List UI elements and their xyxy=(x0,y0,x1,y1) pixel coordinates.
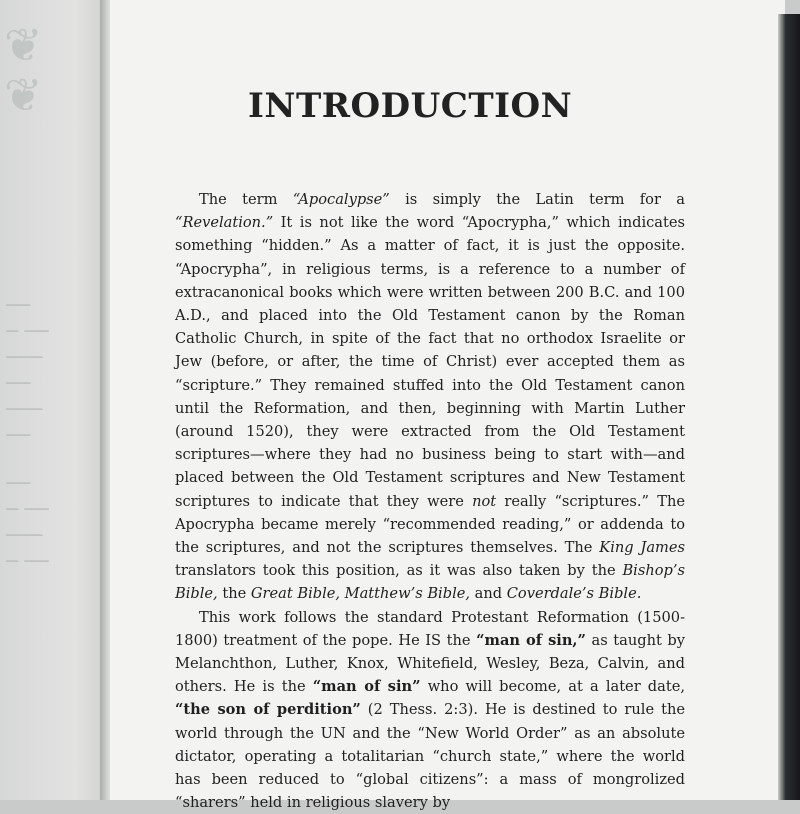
text-run: translators took this position, as it was also taken by the xyxy=(175,562,623,580)
bleed-through-text-lower: ── ─ ── ─── ─ ── xyxy=(6,471,49,573)
text-run: who will become, at a later date, xyxy=(420,678,685,696)
italic-text: Bishop’s Bible, xyxy=(175,562,685,603)
italic-text: not xyxy=(472,492,497,510)
italic-text: Great Bible, Matthew’s Bible, xyxy=(250,585,471,603)
paragraph xyxy=(175,188,685,606)
page-title: INTRODUCTION xyxy=(248,86,573,126)
book-cover-edge xyxy=(778,14,800,800)
paragraph xyxy=(175,606,685,814)
text-run: The term xyxy=(199,191,293,208)
introduction-body xyxy=(175,188,685,814)
italic-text: Coverdale’s Bible. xyxy=(506,585,642,603)
text-run: really “scriptures.” The Apocrypha became merely “recommended reading,” or addenda to the scriptures, and not the scriptures themselves. The xyxy=(175,492,685,557)
bold-text: “the son of perdition” xyxy=(175,701,361,719)
italic-text: “Apocalypse” xyxy=(292,191,390,208)
bold-text: “man of sin,” xyxy=(476,631,586,649)
bleed-through-text: ── ─ ── ─── ── ─── ── xyxy=(6,293,49,447)
text-run: It is not like the word “Apocrypha,” which indicates something “hidden.” As a matter of fact, it is just the opposite. “Apocrypha”, in religious terms, is a reference to a number of extracanonical books which were written between 200 B.C. and 100 A.D., and placed into the Old Testament canon by the Roman Catholic Church, in spite of the fact that no orthodox Israelite or Jew (before, or after, the time of Christ) ever accepted them as “scripture.” They remained stuffed into the Old Testament canon until the Reformation, and then, beginning with Martin Luther (around 1520), they were extracted from the Old Testament scriptures—where they had no business being to start with—and placed between the Old Testament scriptures and New Testament scriptures to indicate that they were xyxy=(175,214,685,510)
text-run: is simply the Latin term for a xyxy=(389,191,685,208)
text-run: as taught by Melanchthon, Luther, Knox, Whitefield, Wesley, Beza, Calvin, and others. He is the xyxy=(175,631,686,696)
bold-text: “man of sin” xyxy=(312,678,421,696)
text-run: and xyxy=(470,585,507,603)
text-run: This work follows the standard Protestant Reformation (1500-1800) treatment of the pope. He IS the xyxy=(175,608,685,649)
facing-page xyxy=(0,0,108,800)
text-run: (2 Thess. 2:3). He is destined to rule the world through the UN and the “New World Order” as an absolute dictator, operating a totalitarian “church state,” where the world has been reduced to “global citizens”: a mass of mongrolized “sharers” held in religious slavery by xyxy=(175,701,685,812)
bleed-through-ornament: ❦ ❦ xyxy=(4,18,43,122)
text-run: the xyxy=(217,585,251,603)
italic-text: “Revelation.” xyxy=(175,214,274,232)
italic-text: King James xyxy=(599,539,685,557)
